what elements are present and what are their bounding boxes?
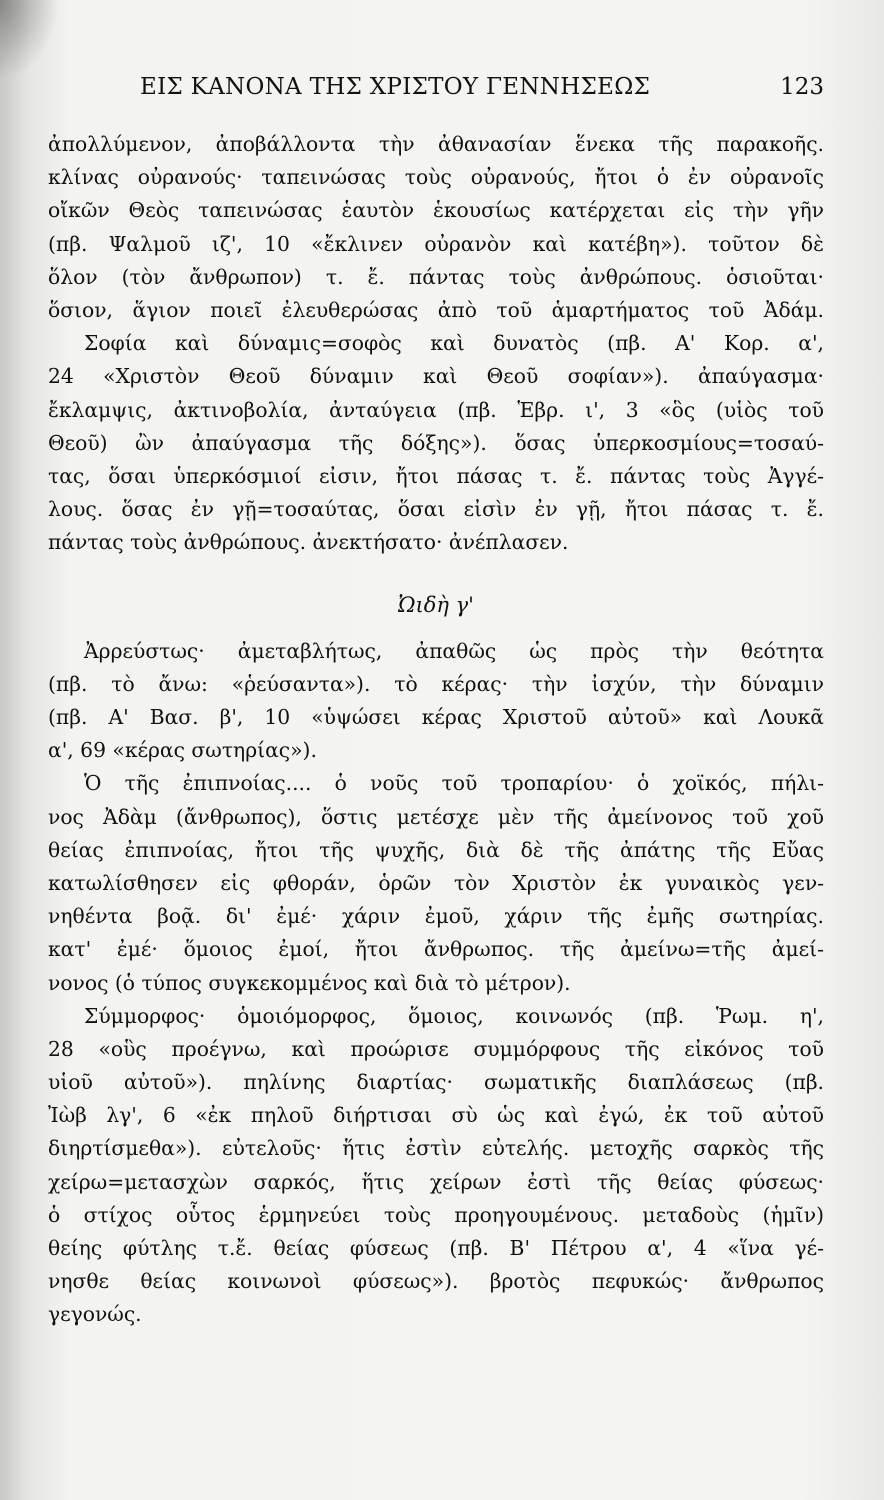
- text-line: κατωλίσθησεν εἰς φθοράν, ὁρῶν τὸν Χριστὸν ἐκ γυναικὸς γεν-: [48, 870, 824, 895]
- section-gap: [48, 559, 824, 589]
- text-line: κατ' ἐμέ· ὅμοιος ἐμοί, ἤτοι ἄνθρωπος. τῆς ἀμείνω=τῆς ἀμεί-: [48, 937, 824, 962]
- section-gap: [48, 623, 824, 635]
- text-line: γεγονώς.: [48, 1302, 142, 1327]
- text-line: νος Ἀδὰμ (ἄνθρωπος), ὅστις μετέσχε μὲν τῆς ἀμείνονος τοῦ χοῦ: [48, 804, 824, 829]
- text-line: Ἰὼβ λγ', 6 «ἐκ πηλοῦ διήρτισαι σὺ ὡς καὶ ἐγώ, ἐκ τοῦ αὐτοῦ: [48, 1103, 824, 1128]
- text-line: τας, ὅσαι ὑπερκόσμιοί εἰσιν, ἤτοι πάσας τ. ἔ. πάντας τοὺς Ἀγγέ-: [48, 463, 824, 488]
- text-line: ἔκλαμψις, ἀκτινοβολία, ἀνταύγεια (πβ. Ἑβρ. ι', 3 «ὃς (υἱὸς τοῦ: [48, 397, 824, 422]
- section-heading: Ὠιδὴ γ': [398, 593, 474, 618]
- text-line: (πβ. Α' Βασ. β', 10 «ὑψώσει κέρας Χριστοῦ αὐτοῦ» καὶ Λουκᾶ: [48, 705, 824, 729]
- text-line: θείης φύτλης τ.ἔ. θείας φύσεως (πβ. Β' Πέτρου α', 4 «ἵνα γέ-: [48, 1236, 824, 1260]
- running-title: ΕΙΣ ΚΑΝΟΝΑ ΤΗΣ ΧΡΙΣΤΟΥ ΓΕΝΝΗΣΕΩΣ: [140, 74, 651, 100]
- page-header: [140, 74, 824, 106]
- text-line: νονος (ὁ τύπος συγκεκομμένος καὶ διὰ τὸ μέτρον).: [48, 970, 571, 995]
- text-line: α', 69 «κέρας σωτηρίας»).: [48, 738, 317, 763]
- text-line: χείρω=μετασχὼν σαρκός, ἥτις χείρων ἐστὶ τῆς θείας φύσεως·: [48, 1169, 824, 1194]
- text-line: ὁ στίχος οὗτος ἑρμηνεύει τοὺς προηγουμένους. μεταδοὺς (ἡμῖν): [48, 1202, 824, 1227]
- text-line: υἱοῦ αὐτοῦ»). πηλίνης διαρτίας· σωματικῆς διαπλάσεως (πβ.: [48, 1070, 824, 1095]
- text-line: Σύμμορφος· ὁμοιόμορφος, ὅμοιος, κοινωνός (πβ. Ῥωμ. η',: [84, 1003, 824, 1028]
- text-line: ἀπολλύμενον, ἀποβάλλοντα τὴν ἀθανασίαν ἕνεκα τῆς παρακοῆς.: [48, 132, 824, 156]
- text-line: ὅλον (τὸν ἄνθρωπον) τ. ἔ. πάντας τοὺς ἀνθρώπους. ὁσιοῦται·: [48, 264, 824, 289]
- text-line: κλίνας οὐρανούς· ταπεινώσας τοὺς οὐρανούς, ἤτοι ὁ ἐν οὐρανοῖς: [48, 165, 824, 190]
- text-line: θείας ἐπιπνοίας, ἤτοι τῆς ψυχῆς, διὰ δὲ τῆς ἀπάτης τῆς Εὔας: [48, 837, 824, 862]
- text-line: νησθε θείας κοινωνοὶ φύσεως»). βροτὸς πεφυκώς· ἄνθρωπος: [48, 1269, 824, 1294]
- text-line: Ἀρρεύστως· ἀμεταβλήτως, ἀπαθῶς ὡς πρὸς τὴν θεότητα: [84, 638, 824, 663]
- text-line: Θεοῦ) ὢν ἀπαύγασμα τῆς δόξης»). ὅσας ὑπερκοσμίους=τοσαύ-: [48, 430, 824, 455]
- text-line: νηθέντα βοᾷ. δι' ἐμέ· χάριν ἐμοῦ, χάριν τῆς ἐμῆς σωτηρίας.: [48, 904, 824, 929]
- text-line: οἴκῶν Θεὸς ταπεινώσας ἑαυτὸν ἑκουσίως κατέρχεται εἰς τὴν γῆν: [48, 198, 824, 223]
- text-line: (πβ. τὸ ἄνω: «ῥεύσαντα»). τὸ κέρας· τὴν ἰσχύν, τὴν δύναμιν: [48, 671, 824, 696]
- text-line: Ὁ τῆς ἐπιπνοίας.... ὁ νοῦς τοῦ τροπαρίου· ὁ χοϊκός, πήλι-: [84, 771, 824, 796]
- text-line: διηρτίσμεθα»). εὐτελοῦς· ἥτις ἐστὶν εὐτελής. μετοχῆς σαρκὸς τῆς: [48, 1136, 824, 1161]
- text-line: Σοφία καὶ δύναμις=σοφὸς καὶ δυνατὸς (πβ. Α' Κορ. α',: [84, 331, 824, 356]
- body-text: [48, 128, 824, 1332]
- page-corner-shadow: [0, 0, 60, 80]
- text-line: λους. ὅσας ἐν γῇ=τοσαύτας, ὅσαι εἰσὶν ἐν γῇ, ἤτοι πάσας τ. ἔ.: [48, 497, 824, 522]
- page-number: 123: [780, 74, 824, 100]
- text-line: 28 «οὓς προέγνω, καὶ προώρισε συμμόρφους τῆς εἰκόνος τοῦ: [48, 1036, 824, 1061]
- text-line: 24 «Χριστὸν Θεοῦ δύναμιν καὶ Θεοῦ σοφίαν»). ἀπαύγασμα·: [48, 364, 824, 389]
- text-line: (πβ. Ψαλμοῦ ιζ', 10 «ἔκλινεν οὐρανὸν καὶ κατέβη»). τοῦτον δὲ: [48, 231, 824, 256]
- text-line: ὅσιον, ἅγιον ποιεῖ ἐλευθερώσας ἀπὸ τοῦ ἁμαρτήματος τοῦ Ἀδάμ.: [48, 297, 824, 322]
- text-line: πάντας τοὺς ἀνθρώπους. ἀνεκτήσατο· ἀνέπλασεν.: [48, 530, 569, 555]
